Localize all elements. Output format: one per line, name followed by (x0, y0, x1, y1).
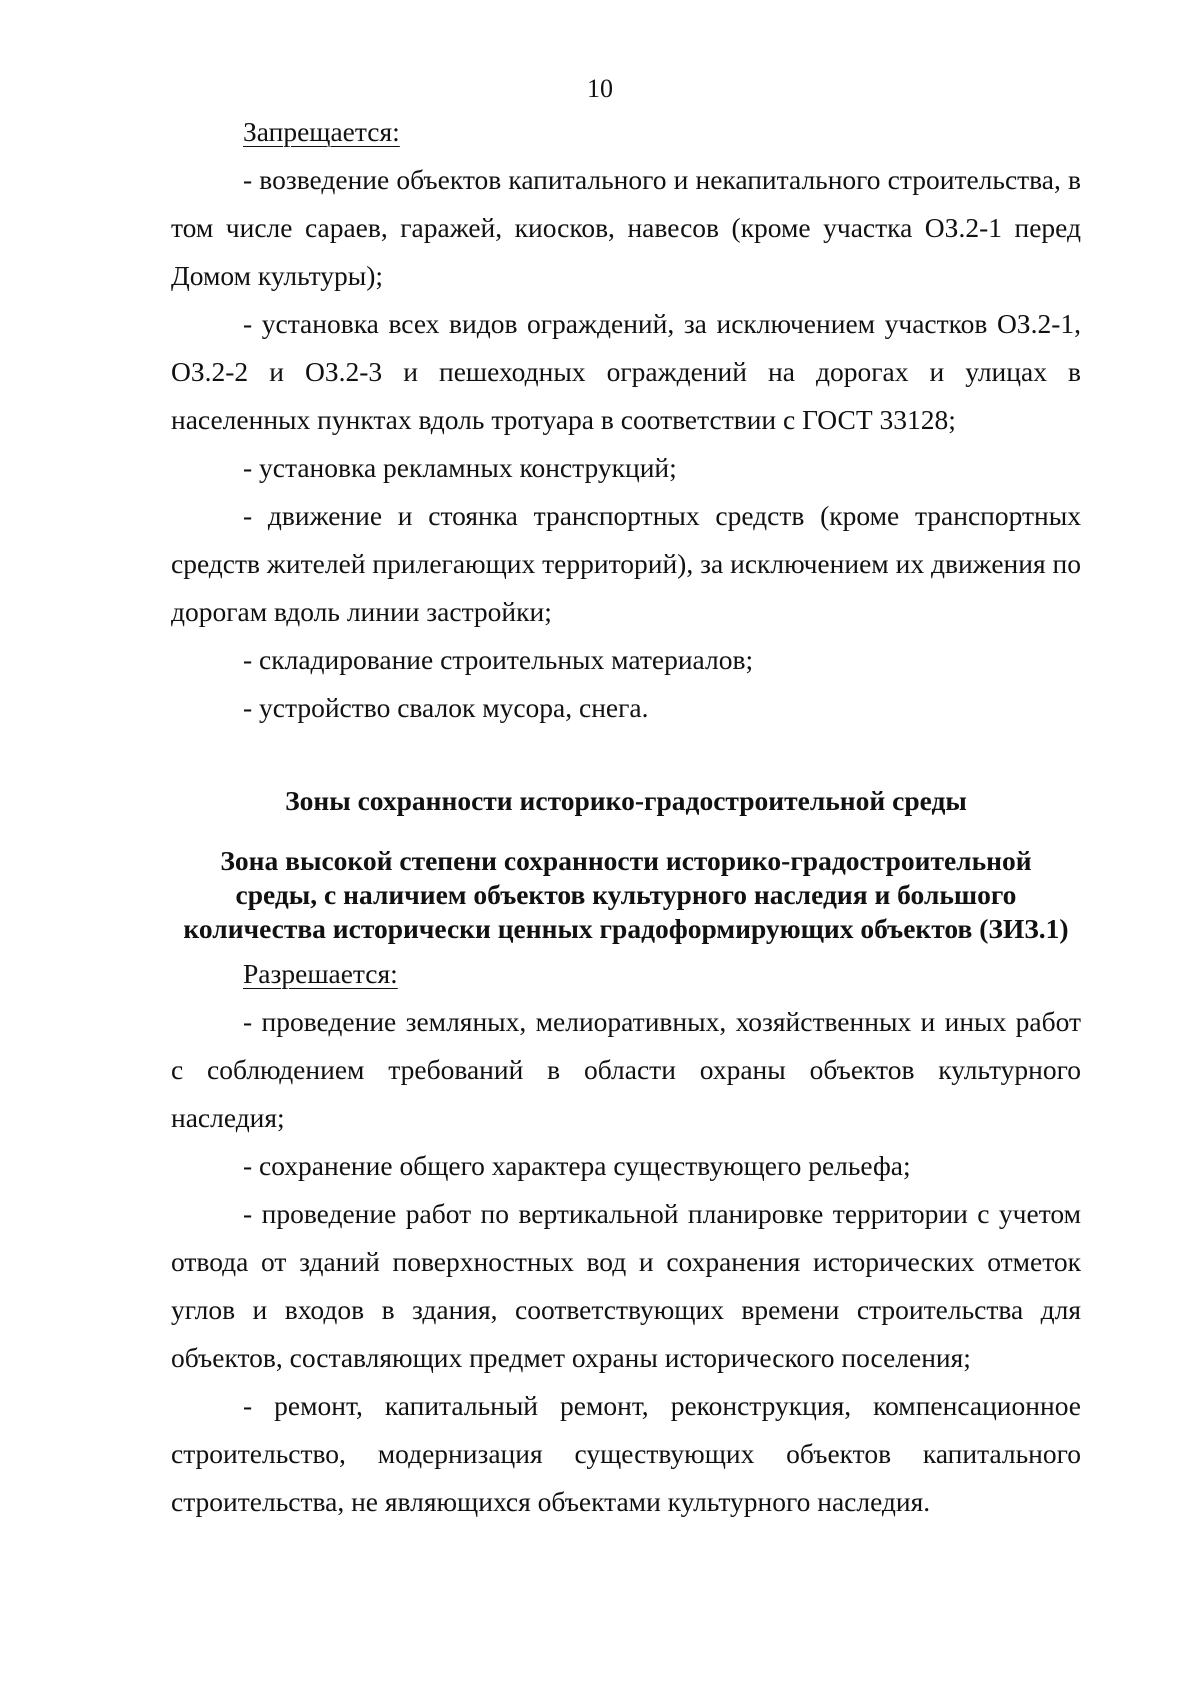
page-number: 10 (587, 74, 613, 103)
allowed-item: - ремонт, капитальный ремонт, реконструкция, компенсационное строительство, модернизация существующих объектов капитального строительства, не являющихся объектами культурного наследия. (171, 1390, 1081, 1517)
allowed-label-text: Разрешается: (243, 958, 398, 989)
prohibited-item: - устройство свалок мусора, снега. (243, 692, 649, 723)
allowed-label (171, 950, 1081, 998)
allowed-item: - сохранение общего характера существующего рельефа; (243, 1150, 911, 1181)
prohibited-item: - движение и стоянка транспортных средств (кроме транспортных средств жителей прилегающих территорий), за исключением их движения по дорогам вдоль линии застройки; (171, 500, 1081, 627)
zone-heading: Зона высокой степени сохранности историко-градостроительной среды, с наличием объектов культурного наследия и большого количества исторически ценных градоформирующих объектов (ЗИЗ.1) (183, 845, 1069, 944)
page-content (171, 108, 1081, 1526)
prohibited-item: - установка всех видов ограждений, за исключением участков ОЗ.2-1, ОЗ.2-2 и ОЗ.2-3 и пешеходных ограждений на дорогах и улицах в населенных пунктах вдоль тротуара в соответствии с ГОСТ 33128; (171, 308, 1081, 435)
allowed-item: - проведение земляных, мелиоративных, хозяйственных и иных работ с соблюдением требований в области охраны объектов культурного наследия; (171, 1006, 1081, 1133)
prohibited-item: - складирование строительных материалов; (243, 644, 754, 675)
allowed-item: - проведение работ по вертикальной планировке территории с учетом отвода от зданий поверхностных вод и сохранения исторических отметок углов и входов в здания, соответствующих времени строительства для объектов, составляющих предмет охраны исторического поселения; (171, 1198, 1081, 1373)
section-heading: Зоны сохранности историко-градостроительной среды (285, 785, 967, 816)
prohibited-item: - возведение объектов капитального и некапитального строительства, в том числе сараев, гаражей, киосков, навесов (кроме участка ОЗ.2-1 перед Домом культуры); (171, 164, 1081, 291)
prohibited-label (171, 108, 1081, 156)
prohibited-label-text: Запрещается: (243, 116, 400, 147)
prohibited-item: - установка рекламных конструкций; (243, 452, 677, 483)
